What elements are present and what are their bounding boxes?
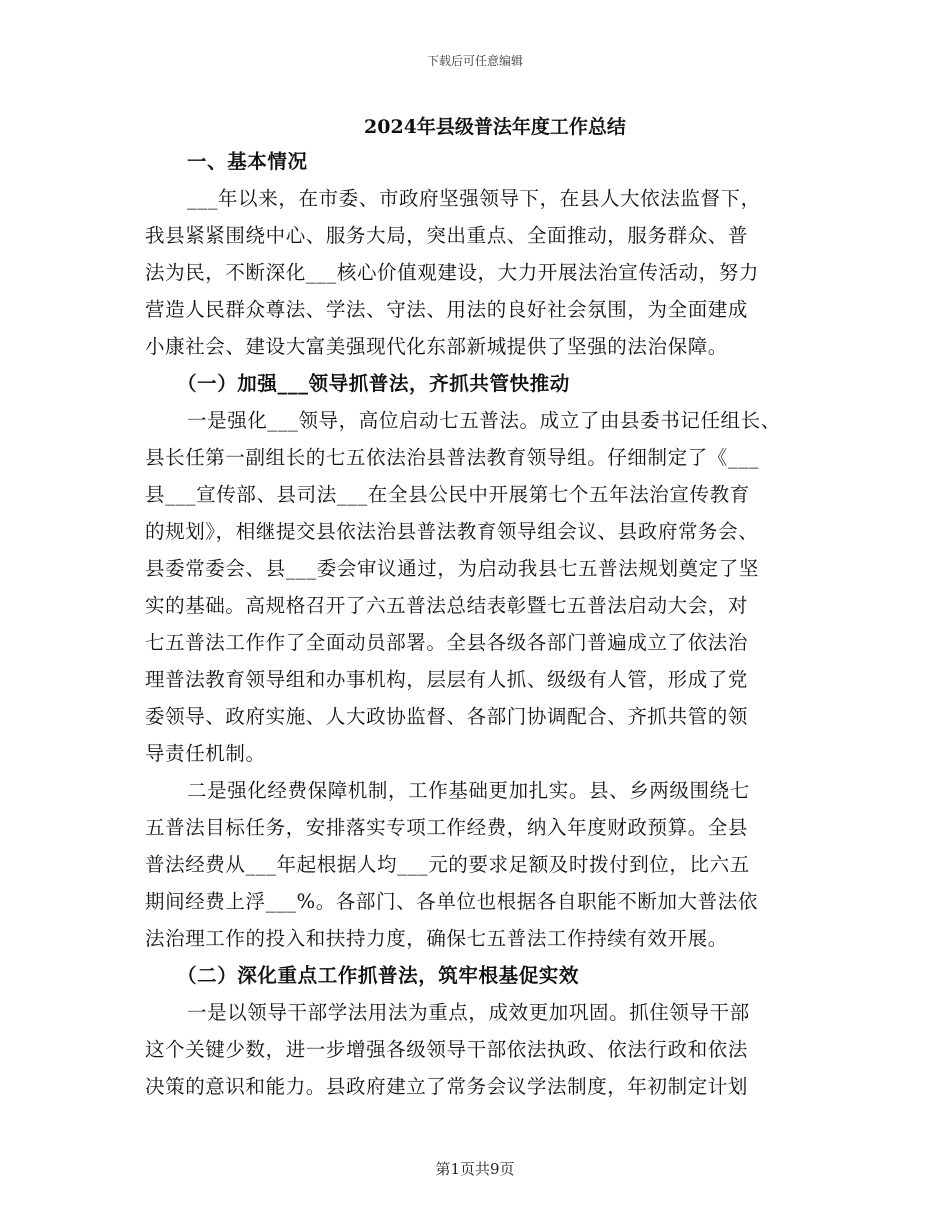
text-line: 法治理工作的投入和扶持力度，确保七五普法工作持续有效开展。 [145,927,728,950]
text-line: 普法经费从___年起根据人均___元的要求足额及时拨付到位，比六五 [145,853,750,876]
text-line: 理普法教育领导组和办事机构，层层有人抓、级级有人管，形成了党 [145,668,749,691]
text-line: 的规划》，相继提交县依法治县普法教育领导组会议、县政府常务会、 [145,520,759,543]
document-body [145,111,825,1105]
text-line: 一是以领导干部学法用法为重点，成效更加巩固。抓住领导干部 [187,1001,750,1024]
text-line: 导责任机制。 [145,742,266,765]
text-line: 县委常委会、县___委会审议通过，为启动我县七五普法规划奠定了坚 [145,557,759,580]
section-heading: 一、基本情况 [187,150,308,173]
text-line: ___年以来，在市委、市政府坚强领导下，在县人大依法监督下， [187,187,761,210]
text-line: 二是强化经费保障机制，工作基础更加扎实。县、乡两级围绕七 [187,779,750,802]
text-line: 我县紧紧围绕中心、服务大局，突出重点、全面推动，服务群众、普 [145,224,749,247]
header-note: 下载后可任意编辑 [426,54,523,68]
text-line: 决策的意识和能力。县政府建立了常务会议学法制度，年初制定计划 [145,1075,749,1098]
text-line: 这个关键少数，进一步增强各级领导干部依法执政、依法行政和依法 [145,1038,749,1061]
text-line: 县___宣传部、县司法___在全县公民中开展第七个五年法治宣传教育 [145,483,750,506]
text-line: 法为民，不断深化___核心价值观建设，大力开展法治宣传活动，努力 [145,261,759,284]
body-text [145,143,825,1105]
text-line: 期间经费上浮___%。各部门、各单位也根据各自职能不断加大普法依 [145,890,758,913]
text-line: 实的基础。高规格召开了六五普法总结表彰暨七五普法启动大会，对 [145,594,749,617]
document-title: 2024年县级普法年度工作总结 [364,116,626,138]
text-line: 小康社会、建设大富美强现代化东部新城提供了坚强的法治保障。 [145,335,728,358]
page-footer: 第1页共9页 [435,1160,515,1178]
text-line: 一是强化___领导，高位启动七五普法。成立了由县委书记任组长、 [187,409,781,432]
section-heading: （二）深化重点工作抓普法，筑牢根基促实效 [177,964,580,987]
text-line: 五普法目标任务，安排落实专项工作经费，纳入年度财政预算。全县 [145,816,749,839]
text-line: 委领导、政府实施、人大政协监督、各部门协调配合、齐抓共管的领 [145,705,749,728]
text-line: 县长任第一副组长的七五依法治县普法教育领导组。仔细制定了《___ [145,446,759,469]
text-line: 营造人民群众尊法、学法、守法、用法的良好社会氛围，为全面建成 [145,298,749,321]
section-heading: （一）加强___领导抓普法，齐抓共管快推动 [177,372,570,395]
text-line: 七五普法工作作了全面动员部署。全县各级各部门普遍成立了依法治 [145,631,749,654]
